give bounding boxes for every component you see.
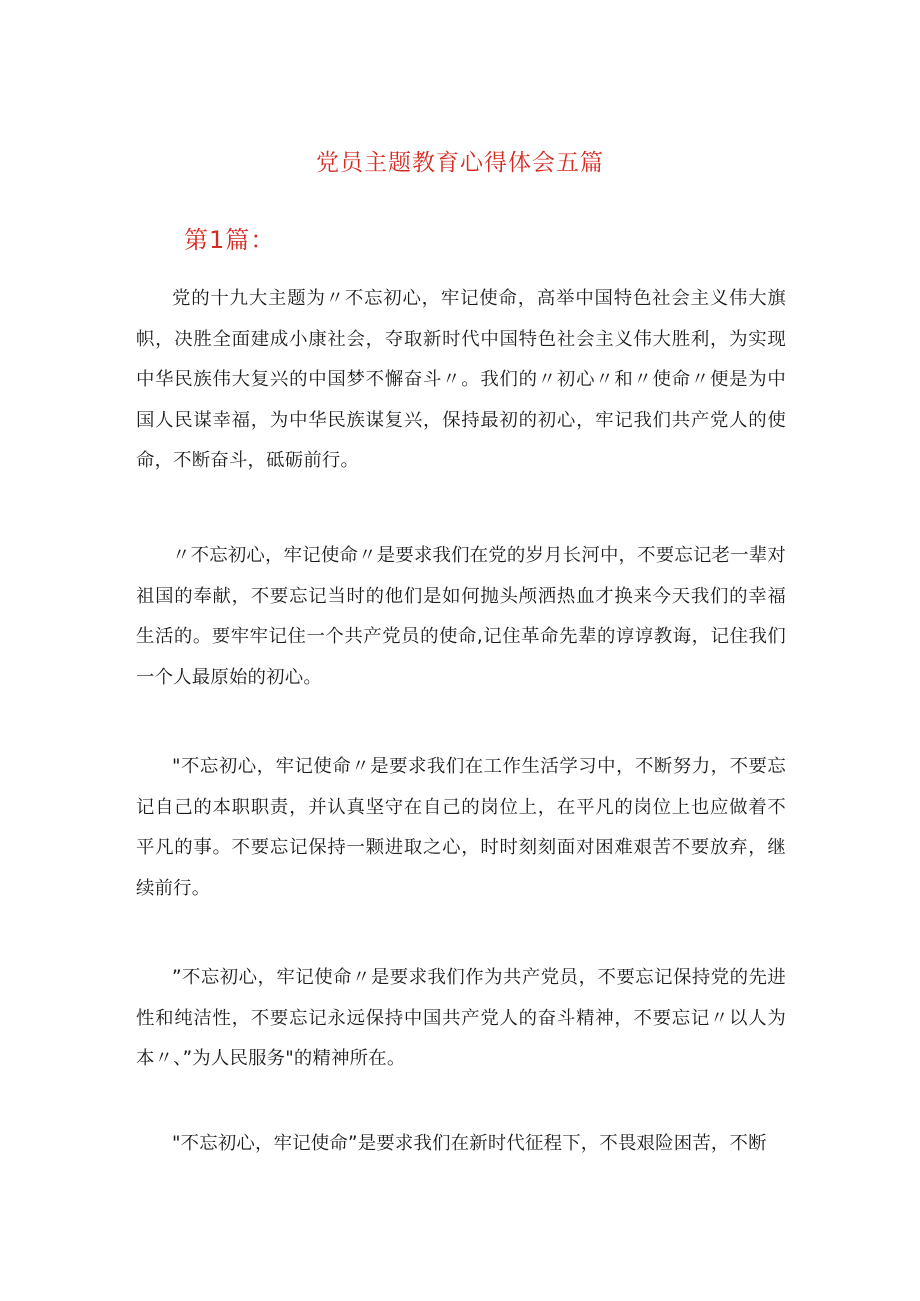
paragraph: ”不忘初心，牢记使命〃是要求我们作为共产党员，不要忘记保持党的先进性和纯洁性，不要忘记永远保持中国共产党人的奋斗精神，不要忘记〃以人为本〃、”为人民服务"的精神所在。 bbox=[136, 967, 786, 1069]
paragraph: 党的十九大主题为〃不忘初心，牢记使命，高举中国特色社会主义伟大旗帜，决胜全面建成小康社会，夺取新时代中国特色社会主义伟大胜利，为实现中华民族伟大复兴的中国梦不懈奋斗〃。我们的〃初心〃和〃使命〃便是为中国人民谋幸福，为中华民族谋复兴，保持最初的初心，牢记我们共产党人的使命，不断奋斗，砥砺前行。 bbox=[136, 288, 786, 471]
paragraph: 〃不忘初心，牢记使命〃是要求我们在党的岁月长河中，不要忘记老一辈对祖国的奉献，不要忘记当时的他们是如何抛头颅洒热血才换来今天我们的幸福生活的。要牢牢记住一个共产党员的使命,记住革命先辈的谆谆教诲，记住我们一个人最原始的初心。 bbox=[136, 545, 786, 688]
section-heading: 第1篇： bbox=[184, 226, 276, 254]
document-title: 党员主题教育心得体会五篇 bbox=[316, 150, 604, 176]
paragraph: "不忘初心，牢记使命”是要求我们在新时代征程下，不畏艰险困苦，不断 bbox=[172, 1133, 767, 1154]
paragraph: "不忘初心，牢记使命〃是要求我们在工作生活学习中，不断努力，不要忘记自己的本职职责，并认真坚守在自己的岗位上，在平凡的岗位上也应做着不平凡的事。不要忘记保持一颗进取之心，时时刻刻面对困难艰苦不要放弃，继续前行。 bbox=[136, 756, 786, 899]
